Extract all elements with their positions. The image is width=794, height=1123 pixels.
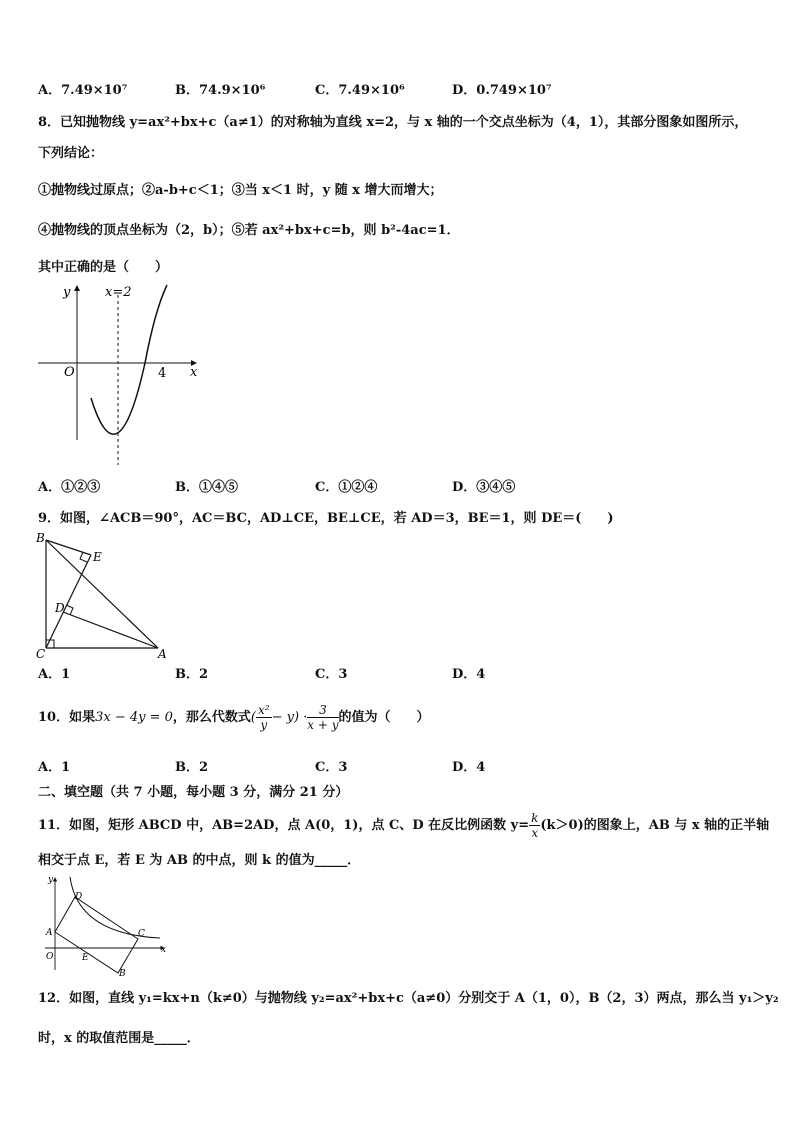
q10-prefix: 10．如果: [38, 710, 96, 725]
q10-expr-mid: − y) ·: [271, 710, 308, 725]
q9-option-b: B．2: [175, 667, 209, 682]
q8-option-c: C．①②④: [315, 480, 378, 495]
q9-label-c: C: [36, 647, 46, 661]
q9-stem: 9．如图，∠ACB＝90°，AC＝BC，AD⊥CE，BE⊥CE，若 AD＝3，BE＝1，则 DE＝( ): [38, 511, 614, 526]
q11-label-x: x: [161, 945, 167, 955]
q8-axis-label: x=2: [105, 285, 132, 300]
q10-condition: 3x − 4y = 0: [95, 710, 173, 725]
q8-stem-line1: 8．已知抛物线 y=ax²+bx+c（a≠1）的对称轴为直线 x=2，与 x 轴的一个交点坐标为（4，1），其部分图象如图所示，: [38, 115, 748, 130]
q8-four-label: 4: [158, 366, 167, 381]
q9-label-e: E: [93, 550, 102, 564]
q11-label-e: E: [82, 953, 89, 963]
q9-line-ad: [63, 612, 158, 648]
q11-label-c: C: [138, 929, 145, 939]
q8-option-d: D．③④⑤: [452, 480, 516, 495]
q11-rectangle: [55, 897, 138, 973]
q9-option-c: C．3: [315, 667, 348, 682]
q8-stem-line2: 下列结论：: [38, 146, 104, 161]
q12-stem-line1: 12．如图，直线 y₁=kx+n（k≠0）与抛物线 y₂=ax²+bx+c（a≠0）分别交于 A（1，0），B（2，3）两点，那么当 y₁＞y₂: [38, 991, 779, 1006]
q10-option-b: B．2: [175, 760, 209, 775]
q11-stem-line2: 相交于点 E，若 E 为 AB 的中点，则 k 的值为_____．: [38, 853, 361, 868]
q11-label-a: A: [46, 928, 53, 938]
q10-fraction-1: [256, 703, 272, 732]
q8-parabola-curve: [91, 285, 167, 434]
q7-option-d: D．0.749×10⁷: [452, 83, 552, 98]
q8-stem-line5: 其中正确的是（ ）: [38, 260, 169, 275]
q9-side-ab: [46, 540, 158, 648]
q11-label-d: D: [75, 892, 83, 902]
q10-option-d: D．4: [452, 760, 486, 775]
q10-stem: [38, 701, 430, 735]
q11-rectangle-figure: [40, 872, 172, 980]
q10-middle: ，那么代数式: [172, 710, 251, 725]
section-heading: 二、填空题（共 7 小题，每小题 3 分，满分 21 分）: [38, 785, 349, 800]
q8-origin-label: O: [64, 365, 75, 380]
q11-frac-numerator: k: [531, 811, 539, 825]
q10-option-a: A．1: [38, 760, 71, 775]
q10-fraction-2: [307, 703, 338, 732]
q9-option-a: A．1: [38, 667, 71, 682]
q11-part2: (k＞0)的图象上，AB 与 x 轴的正半轴: [540, 818, 770, 833]
q8-option-b: B．①④⑤: [175, 480, 238, 495]
q12-stem-line2: 时，x 的取值范围是_____．: [38, 1031, 200, 1046]
q9-line-ce: [46, 555, 91, 648]
q8-y-label: y: [63, 285, 71, 300]
q9-label-d: D: [55, 601, 65, 615]
q10-frac1-numerator: x²: [258, 703, 270, 717]
q11-label-b: B: [119, 969, 126, 979]
q9-option-d: D．4: [452, 667, 486, 682]
q7-option-c: C．7.49×10⁶: [315, 83, 405, 98]
q11-frac-denominator: x: [531, 826, 539, 840]
q11-hyperbola: [70, 877, 160, 938]
q8-stem-line3: ①抛物线过原点；②a-b+c＜1；③当 x＜1 时，y 随 x 增大而增大；: [38, 183, 443, 198]
q10-option-c: C．3: [315, 760, 348, 775]
q8-parabola-figure: [36, 280, 206, 470]
q10-frac2-numerator: 3: [307, 703, 338, 718]
q8-x-label: x: [190, 365, 198, 380]
q9-line-be: [46, 540, 91, 555]
q11-label-y: y: [48, 875, 54, 885]
q9-label-a: A: [158, 647, 167, 661]
q10-frac2-denominator: x + y: [307, 718, 339, 732]
q8-stem-line4: ④抛物线的顶点坐标为（2，b）；⑤若 ax²+bx+c=b，则 b²-4ac=1．: [38, 223, 460, 238]
q9-triangle-figure: [34, 530, 174, 662]
q11-label-o: O: [46, 952, 54, 962]
q10-suffix: 的值为（ ）: [338, 710, 430, 725]
q10-expr-open: (: [250, 710, 256, 725]
q9-label-b: B: [36, 531, 45, 545]
q8-option-a: A．①②③: [38, 480, 101, 495]
q11-part1: 11．如图，矩形 ABCD 中，AB=2AD，点 A(0，1)，点 C、D 在反比例函数 y=: [38, 818, 530, 833]
q7-option-a: A．7.49×10⁷: [38, 83, 128, 98]
q10-frac1-denominator: y: [260, 718, 268, 732]
q11-fraction: [529, 811, 540, 840]
q11-stem-line1: [38, 806, 769, 846]
q7-option-b: B．74.9×10⁶: [175, 83, 266, 98]
